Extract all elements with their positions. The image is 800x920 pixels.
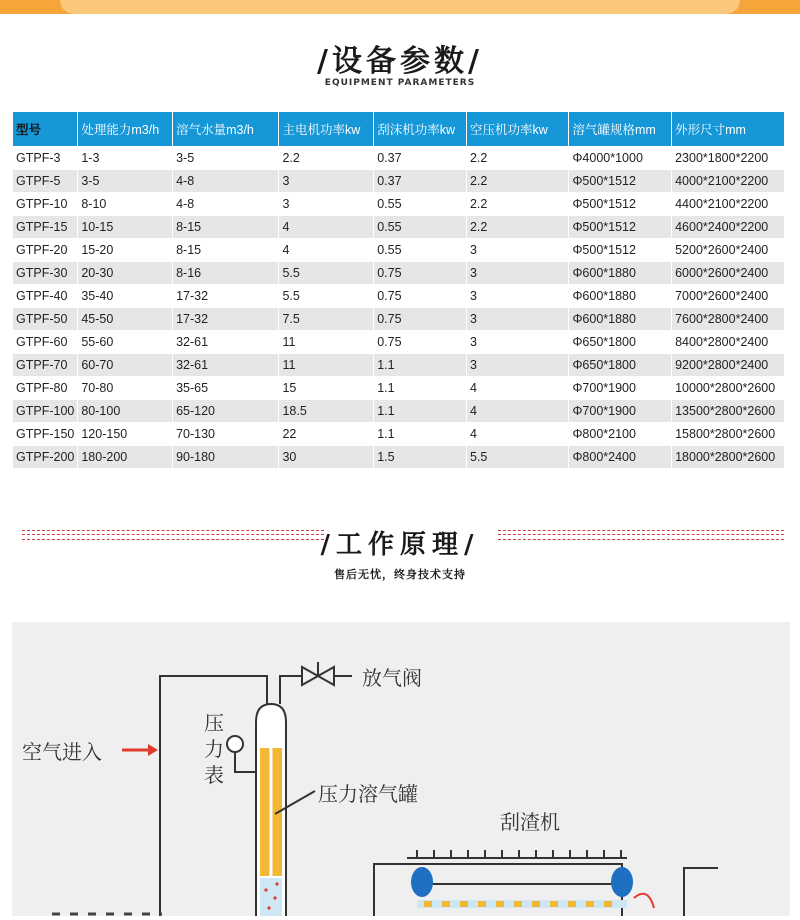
- principle-subtitle: 售后无忧，终身技术支持: [334, 568, 466, 581]
- table-cell: 7000*2600*2400: [672, 285, 784, 307]
- table-cell: GTPF-100: [13, 400, 77, 422]
- sludge-flow-arrow-icon: [634, 894, 654, 908]
- table-row: [13, 308, 784, 330]
- vent-valve-icon: [302, 667, 318, 685]
- table-cell: 120-150: [78, 423, 172, 445]
- table-cell: 4: [279, 216, 373, 238]
- scraper-label: 刮渣机: [500, 810, 560, 834]
- top-banner-highlight: [60, 0, 740, 14]
- table-cell: 0.55: [374, 216, 466, 238]
- table-cell: 70-80: [78, 377, 172, 399]
- table-cell: 4: [467, 400, 569, 422]
- table-cell: Φ500*1512: [569, 170, 671, 192]
- table-cell: Φ4000*1000: [569, 147, 671, 169]
- table-cell: 3: [467, 331, 569, 353]
- table-cell: 65-120: [173, 400, 278, 422]
- table-row: [13, 170, 784, 192]
- table-cell: GTPF-200: [13, 446, 77, 468]
- column-header: 溶气罐规格mm: [569, 112, 671, 146]
- column-header: 空压机功率kw: [467, 112, 569, 146]
- table-cell: 0.75: [374, 285, 466, 307]
- pressure-gauge-icon: [227, 736, 243, 752]
- table-cell: 3: [467, 354, 569, 376]
- table-cell: 8-16: [173, 262, 278, 284]
- table-cell: 10-15: [78, 216, 172, 238]
- table-cell: 1.1: [374, 377, 466, 399]
- table-cell: GTPF-5: [13, 170, 77, 192]
- table-cell: 8-15: [173, 216, 278, 238]
- table-row: [13, 147, 784, 169]
- table-cell: Φ500*1512: [569, 193, 671, 215]
- table-cell: 11: [279, 354, 373, 376]
- table-cell: GTPF-80: [13, 377, 77, 399]
- table-cell: GTPF-150: [13, 423, 77, 445]
- table-cell: 8-15: [173, 239, 278, 261]
- table-row: [13, 193, 784, 215]
- table-cell: 4: [467, 377, 569, 399]
- table-cell: 35-65: [173, 377, 278, 399]
- table-row: [13, 354, 784, 376]
- table-cell: 3: [467, 262, 569, 284]
- table-cell: Φ650*1800: [569, 354, 671, 376]
- scraper-wheel-icon: [411, 867, 433, 897]
- vent-pipe: [280, 676, 302, 704]
- table-cell: 0.75: [374, 262, 466, 284]
- table-cell: 2.2: [279, 147, 373, 169]
- table-row: [13, 262, 784, 284]
- column-header: 处理能力m3/h: [78, 112, 172, 146]
- table-cell: 1-3: [78, 147, 172, 169]
- table-cell: GTPF-50: [13, 308, 77, 330]
- table-cell: Φ600*1880: [569, 308, 671, 330]
- table-cell: Φ500*1512: [569, 216, 671, 238]
- table-cell: GTPF-40: [13, 285, 77, 307]
- table-row: [13, 239, 784, 261]
- table-row: [13, 400, 784, 422]
- table-row: [13, 331, 784, 353]
- table-cell: 2.2: [467, 216, 569, 238]
- table-cell: 180-200: [78, 446, 172, 468]
- table-cell: 4: [467, 423, 569, 445]
- table-cell: 70-130: [173, 423, 278, 445]
- table-cell: Φ500*1512: [569, 239, 671, 261]
- table-cell: 18000*2800*2600: [672, 446, 784, 468]
- table-cell: 35-40: [78, 285, 172, 307]
- table-cell: 15-20: [78, 239, 172, 261]
- table-cell: GTPF-15: [13, 216, 77, 238]
- table-cell: 60-70: [78, 354, 172, 376]
- table-row: [13, 377, 784, 399]
- table-cell: 20-30: [78, 262, 172, 284]
- table-cell: 3: [467, 285, 569, 307]
- table-cell: Φ800*2100: [569, 423, 671, 445]
- table-cell: Φ650*1800: [569, 331, 671, 353]
- table-cell: 17-32: [173, 308, 278, 330]
- table-cell: 5.5: [279, 262, 373, 284]
- table-cell: GTPF-60: [13, 331, 77, 353]
- table-cell: 0.75: [374, 308, 466, 330]
- table-cell: 3-5: [78, 170, 172, 192]
- table-cell: 4-8: [173, 170, 278, 192]
- table-row: [13, 285, 784, 307]
- table-cell: 90-180: [173, 446, 278, 468]
- table-cell: 4600*2400*2200: [672, 216, 784, 238]
- flotation-tank: [374, 864, 622, 916]
- table-cell: 32-61: [173, 354, 278, 376]
- table-cell: Φ700*1900: [569, 377, 671, 399]
- table-cell: 5.5: [467, 446, 569, 468]
- table-cell: 4400*2100*2200: [672, 193, 784, 215]
- table-cell: 11: [279, 331, 373, 353]
- table-cell: 80-100: [78, 400, 172, 422]
- table-cell: Φ600*1880: [569, 285, 671, 307]
- scraper-wheel-icon-b: [611, 867, 633, 897]
- table-cell: 4: [279, 239, 373, 261]
- table-cell: 1.1: [374, 423, 466, 445]
- table-cell: Φ600*1880: [569, 262, 671, 284]
- principle-title: /工作原理/: [320, 530, 480, 560]
- table-cell: 2.2: [467, 147, 569, 169]
- table-cell: 55-60: [78, 331, 172, 353]
- table-cell: 17-32: [173, 285, 278, 307]
- column-header: 主电机功率kw: [279, 112, 373, 146]
- table-cell: 0.37: [374, 147, 466, 169]
- scraper-teeth: [417, 850, 621, 858]
- table-cell: 3: [279, 170, 373, 192]
- table-cell: 32-61: [173, 331, 278, 353]
- parameters-table: [12, 111, 785, 469]
- table-cell: GTPF-20: [13, 239, 77, 261]
- table-cell: 15: [279, 377, 373, 399]
- table-cell: GTPF-30: [13, 262, 77, 284]
- column-header: 型号: [13, 112, 77, 146]
- table-row: [13, 216, 784, 238]
- table-cell: 15800*2800*2600: [672, 423, 784, 445]
- table-cell: 2.2: [467, 170, 569, 192]
- table-cell: 1.1: [374, 400, 466, 422]
- working-principle-diagram: [12, 622, 790, 916]
- table-cell: 3: [467, 239, 569, 261]
- table-cell: Φ800*2400: [569, 446, 671, 468]
- table-cell: 13500*2800*2600: [672, 400, 784, 422]
- table-cell: 0.55: [374, 239, 466, 261]
- table-cell: GTPF-3: [13, 147, 77, 169]
- table-cell: 1.5: [374, 446, 466, 468]
- parameters-title: /设备参数/: [317, 44, 483, 79]
- table-cell: 0.55: [374, 193, 466, 215]
- vent-valve-icon-b: [318, 667, 334, 685]
- table-cell: GTPF-70: [13, 354, 77, 376]
- table-cell: GTPF-10: [13, 193, 77, 215]
- table-cell: 5.5: [279, 285, 373, 307]
- table-cell: 22: [279, 423, 373, 445]
- table-cell: 4000*2100*2200: [672, 170, 784, 192]
- parameters-subtitle: EQUIPMENT PARAMETERS: [324, 78, 476, 88]
- table-cell: 7.5: [279, 308, 373, 330]
- table-cell: Φ700*1900: [569, 400, 671, 422]
- air-in-label: 空气进入: [22, 740, 102, 764]
- table-body: [13, 147, 784, 468]
- table-cell: 0.75: [374, 331, 466, 353]
- table-cell: 3-5: [173, 147, 278, 169]
- table-cell: 30: [279, 446, 373, 468]
- vent-valve-label: 放气阀: [362, 666, 422, 690]
- table-cell: 18.5: [279, 400, 373, 422]
- table-cell: 1.1: [374, 354, 466, 376]
- top-banner: [0, 0, 800, 14]
- table-cell: 9200*2800*2400: [672, 354, 784, 376]
- table-cell: 4-8: [173, 193, 278, 215]
- tank-label: 压力溶气罐: [318, 782, 418, 806]
- table-cell: 8400*2800*2400: [672, 331, 784, 353]
- table-cell: 6000*2600*2400: [672, 262, 784, 284]
- column-header: 刮沫机功率kw: [374, 112, 466, 146]
- gauge-label: 压力表: [204, 711, 224, 787]
- table-row: [13, 446, 784, 468]
- column-header: 溶气水量m3/h: [173, 112, 278, 146]
- table-cell: 45-50: [78, 308, 172, 330]
- table-cell: 8-10: [78, 193, 172, 215]
- table-cell: 2300*1800*2200: [672, 147, 784, 169]
- table-row: [13, 423, 784, 445]
- table-cell: 10000*2800*2600: [672, 377, 784, 399]
- table-cell: 3: [467, 308, 569, 330]
- table-header-row: [13, 112, 784, 146]
- column-header: 外形尺寸mm: [672, 112, 784, 146]
- table-cell: 3: [279, 193, 373, 215]
- table-cell: 7600*2800*2400: [672, 308, 784, 330]
- table-cell: 0.37: [374, 170, 466, 192]
- table-cell: 5200*2600*2400: [672, 239, 784, 261]
- table-cell: 2.2: [467, 193, 569, 215]
